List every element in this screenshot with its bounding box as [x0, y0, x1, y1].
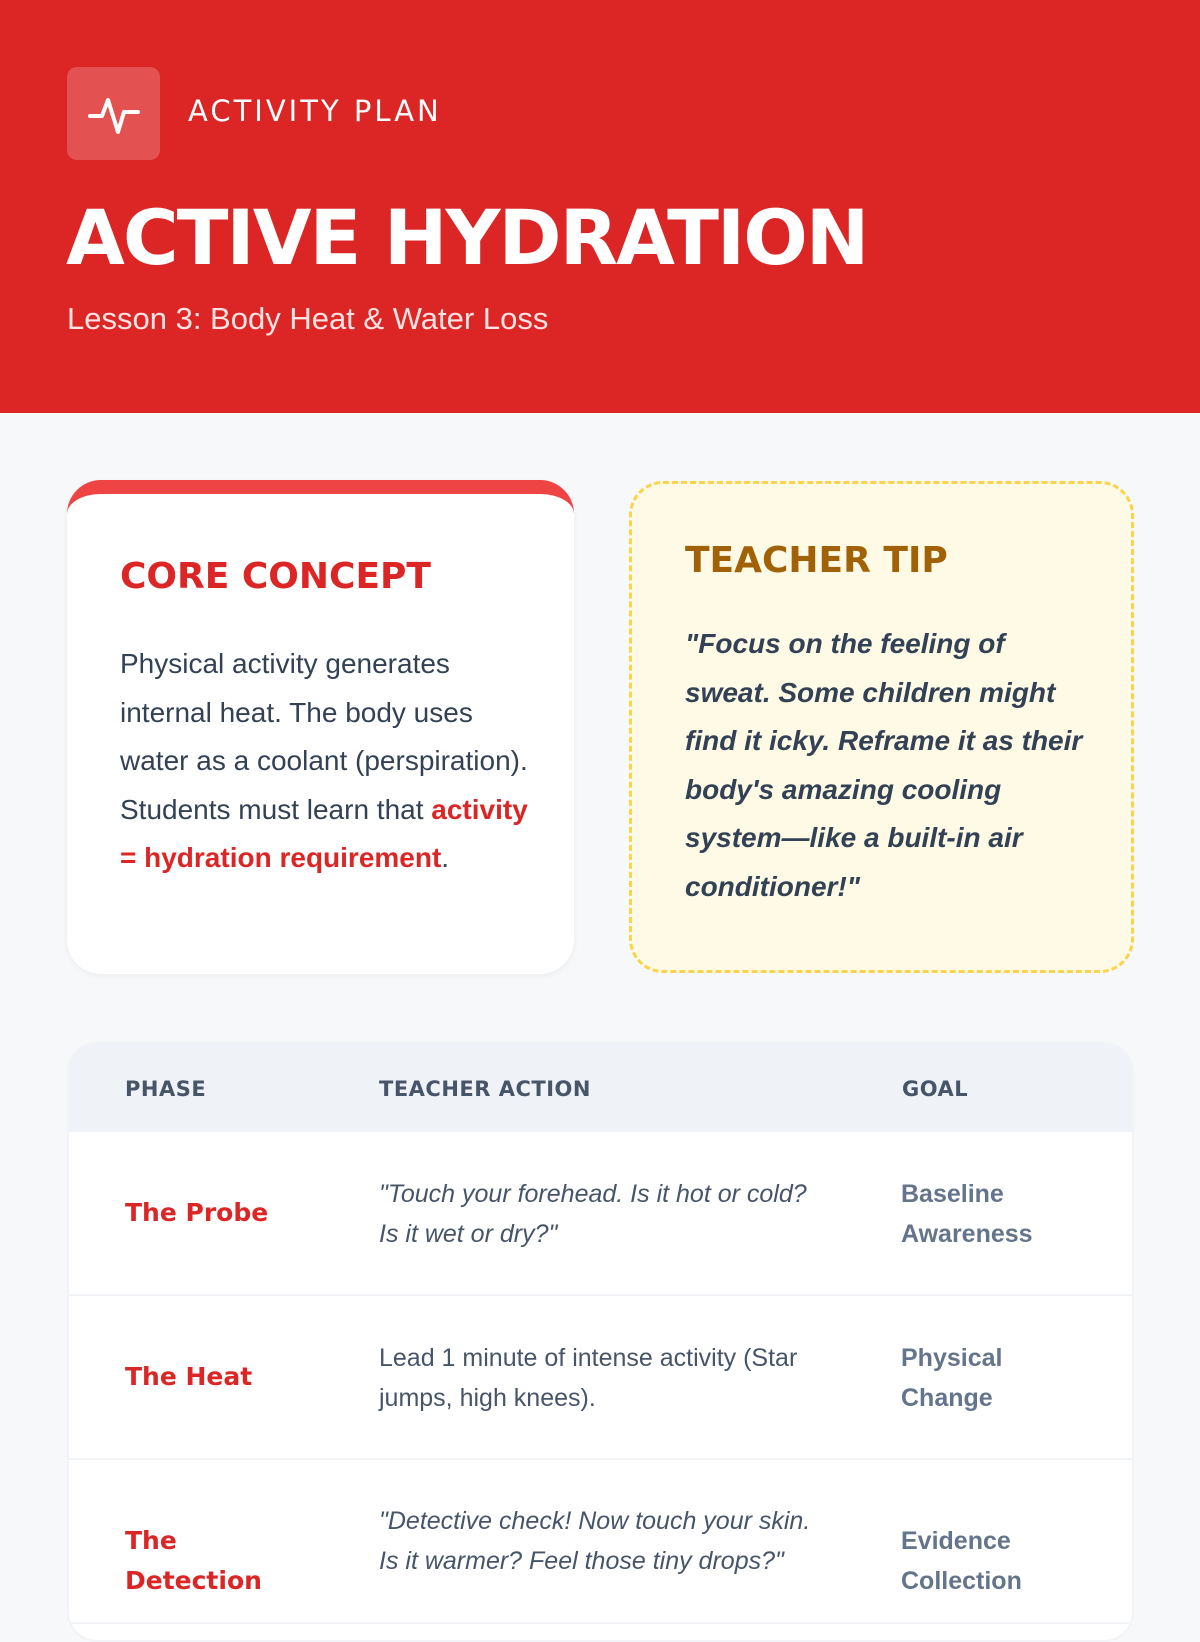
core-concept-title: CORE CONCEPT [120, 556, 431, 597]
header-goal: GOAL [902, 1077, 969, 1101]
phase-cell: The Probe [125, 1198, 269, 1227]
teacher-tip-card [629, 481, 1134, 973]
table-row [69, 1296, 1132, 1460]
header-banner [0, 0, 1200, 413]
logo-badge [67, 67, 160, 160]
page-title: ACTIVE HYDRATION [66, 193, 868, 282]
core-concept-text [120, 640, 540, 883]
action-cell: "Touch your forehead. Is it hot or cold? Is it wet or dry?" [379, 1180, 807, 1248]
activity-table [67, 1042, 1134, 1642]
header-teacher-action: TEACHER ACTION [379, 1077, 591, 1101]
phase-cell: The Heat [125, 1362, 253, 1391]
goal-cell: Physical Change [901, 1344, 1003, 1412]
goal-cell: Evidence Collection [901, 1527, 1022, 1595]
table-header [69, 1044, 1132, 1132]
teacher-tip-title: TEACHER TIP [685, 540, 948, 581]
table-row [69, 1132, 1132, 1296]
action-cell: "Detective check! Now touch your skin. Is it warmer? Feel those tiny drops?" [379, 1507, 811, 1575]
goal-cell: Baseline Awareness [901, 1180, 1033, 1248]
pulse-icon [88, 88, 140, 140]
table-row [69, 1460, 1132, 1624]
phase-cell: The Detection [125, 1526, 262, 1595]
core-concept-highlight: activity = hydration requirement [120, 793, 528, 873]
core-concept-card [67, 480, 574, 974]
teacher-tip-text: "Focus on the feeling of sweat. Some children might find it icky. Reframe it as their body's amazing cooling system—like a built-in air conditioner!" [685, 628, 1083, 902]
page-subtitle: Lesson 3: Body Heat & Water Loss [67, 301, 549, 336]
header-phase: PHASE [125, 1077, 207, 1101]
header-kicker: ACTIVITY PLAN [188, 94, 442, 128]
action-cell: Lead 1 minute of intense activity (Star jumps, high knees). [379, 1344, 798, 1412]
core-concept-end: . [441, 842, 450, 873]
core-concept-body: Physical activity generates internal heat. The body uses water as a coolant (perspiration). Students must learn that [120, 648, 528, 825]
